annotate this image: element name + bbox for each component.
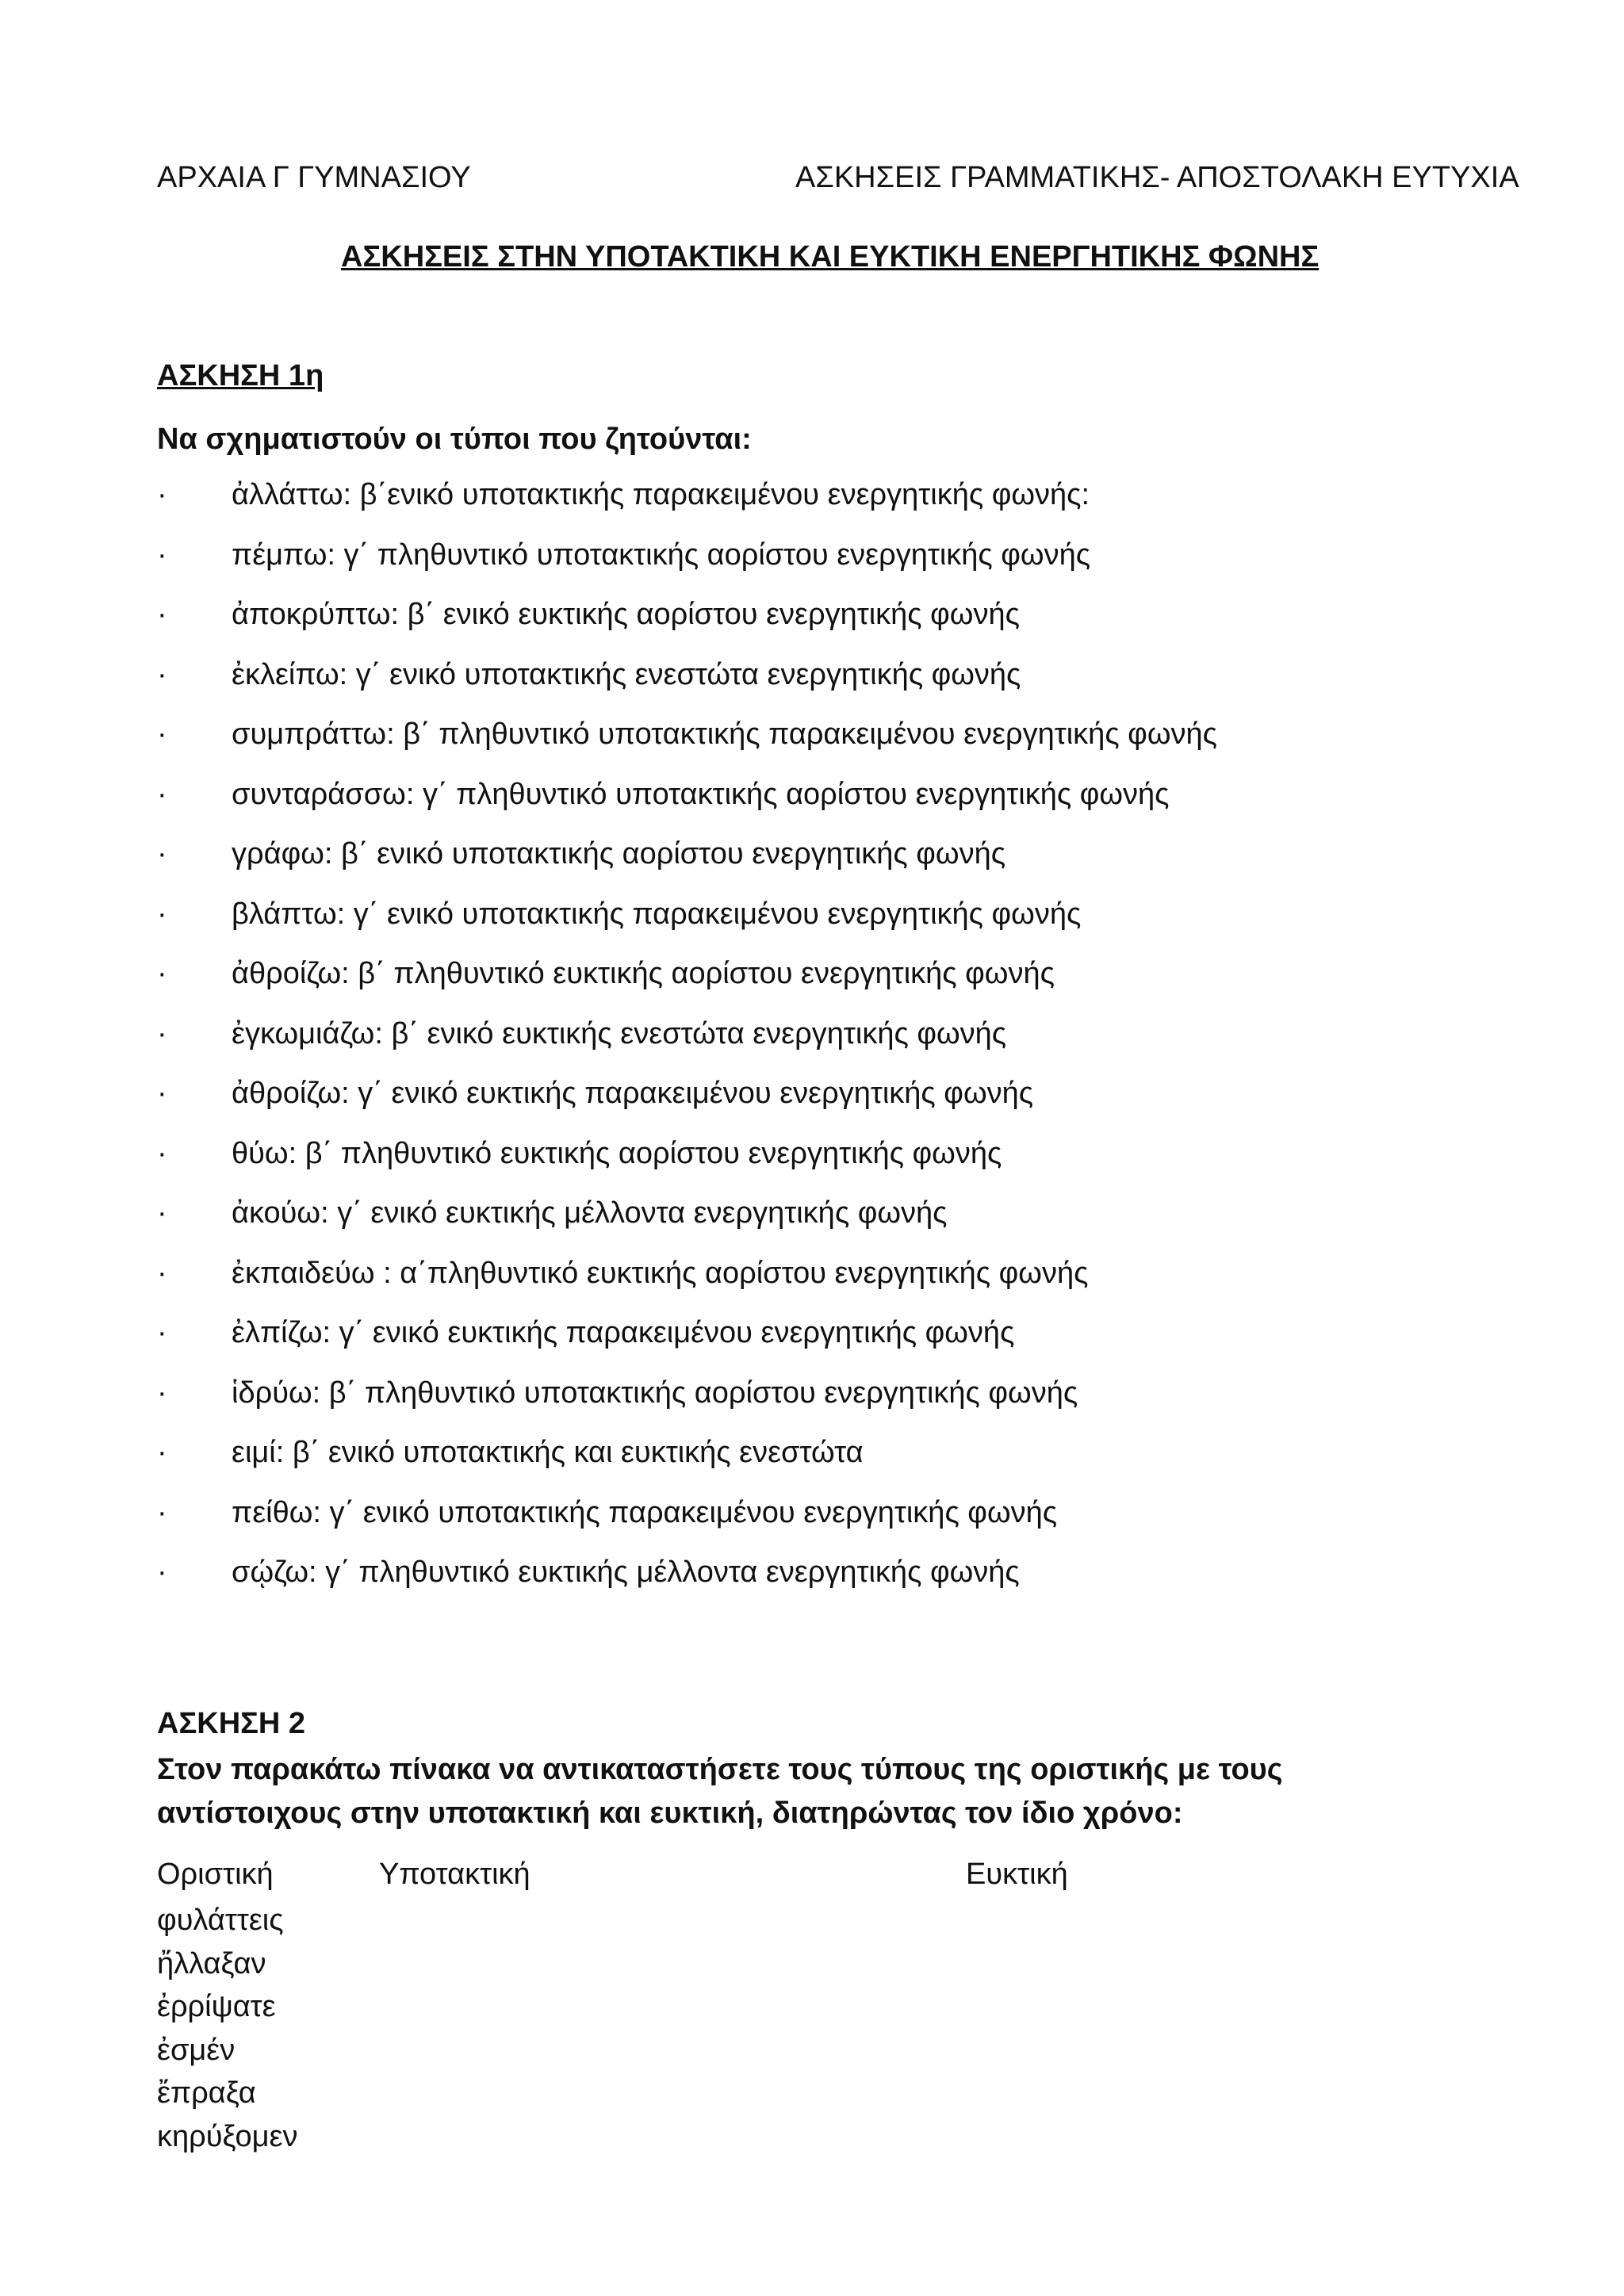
bullet-icon: · — [157, 1196, 167, 1230]
bullet-icon: · — [157, 957, 167, 990]
exercise1-heading: ΑΣΚΗΣΗ 1η — [157, 359, 324, 392]
exercise2-heading: ΑΣΚΗΣΗ 2 — [157, 1707, 306, 1740]
list-item-text: ἀθροίζω: γ΄ ενικό ευκτικής παρακειμένου ενεργητικής φωνής — [232, 1077, 1034, 1110]
list-item-text: πέμπω: γ΄ πληθυντικό υποτακτικής αορίστου ενεργητικής φωνής — [232, 538, 1091, 572]
list-item-text: ἐγκωμιάζω: β΄ ενικό ευκτικής ενεστώτα ενεργητικής φωνής — [232, 1016, 1007, 1050]
list-item-text: πείθω: γ΄ ενικό υποτακτικής παρακειμένου ενεργητικής φωνής — [232, 1495, 1058, 1529]
bullet-icon: · — [157, 478, 167, 511]
list-item-text: γράφω: β΄ ενικό υποτακτικής αορίστου ενεργητικής φωνής — [232, 837, 1006, 871]
list-item-text: ἀλλάττω: β΄ενικό υποτακτικής παρακειμένου ενεργητικής φωνής: — [232, 478, 1090, 511]
bullet-icon: · — [157, 1256, 167, 1290]
bullet-icon: · — [157, 718, 167, 751]
bullet-icon: · — [157, 837, 167, 871]
table-rows — [157, 1901, 298, 2160]
list-item-text: συμπράττω: β΄ πληθυντικό υποτακτικής παρακειμένου ενεργητικής φωνής — [232, 718, 1217, 751]
table-row: ἐσμέν — [157, 2033, 236, 2067]
list-item-text: ἱδρύω: β΄ πληθυντικό υποτακτικής αορίστου ενεργητικής φωνής — [232, 1376, 1078, 1410]
bullet-icon: · — [157, 1136, 167, 1170]
table-row: φυλάττεις — [157, 1904, 284, 1937]
list-item-text: ἐκλείπω: γ΄ ενικό υποτακτικής ενεστώτα ενεργητικής φωνής — [232, 657, 1021, 691]
bullet-icon: · — [157, 1376, 167, 1410]
table-row: ἔπραξα — [157, 2076, 256, 2110]
list-item-text: σῴζω: γ΄ πληθυντικό ευκτικής μέλλοντα ενεργητικής φωνής — [232, 1556, 1020, 1589]
list-item-text: θύω: β΄ πληθυντικό ευκτικής αορίστου ενεργητικής φωνής — [232, 1136, 1002, 1170]
document-title: ΑΣΚΗΣΕΙΣ ΣΤΗΝ ΥΠΟΤΑΚΤΙΚΗ ΚΑΙ ΕΥΚΤΙΚΗ ΕΝΕΡΓΗΤΙΚΗΣ ΦΩΝΗΣ — [341, 240, 1320, 274]
exercise1-instruction: Να σχηματιστούν οι τύποι που ζητούνται: — [157, 423, 752, 456]
table-header-subjunctive: Υποτακτική — [379, 1858, 530, 1891]
header-course: ΑΡΧΑΙΑ Γ ΓΥΜΝΑΣΙΟΥ — [157, 161, 471, 194]
bullet-icon: · — [157, 1077, 167, 1110]
table-row: ἤλλαξαν — [157, 1946, 266, 1980]
bullet-icon: · — [157, 777, 167, 811]
bullet-icon: · — [157, 598, 167, 631]
bullet-icon: · — [157, 1495, 167, 1529]
list-item-text: ειμί: β΄ ενικό υποτακτικής και ευκτικής ενεστώτα — [232, 1436, 864, 1469]
list-item-text: συνταράσσω: γ΄ πληθυντικό υποτακτικής αορίστου ενεργητικής φωνής — [232, 777, 1170, 811]
bullet-icon: · — [157, 1316, 167, 1349]
bullet-icon: · — [157, 897, 167, 931]
list-item-text: ἀκούω: γ΄ ενικό ευκτικής μέλλοντα ενεργητικής φωνής — [232, 1196, 948, 1230]
bullet-icon: · — [157, 657, 167, 691]
exercise2-instruction: Στον παρακάτω πίνακα να αντικαταστήσετε τους τύπους της οριστικής με τους αντίστοιχους στην υποτακτική και ευκτική, διατηρώντας τον ίδιο χρόνο: — [157, 1753, 1283, 1830]
list-item-text: ἐλπίζω: γ΄ ενικό ευκτικής παρακειμένου ενεργητικής φωνής — [232, 1316, 1015, 1349]
list-item-text: βλάπτω: γ΄ ενικό υποτακτικής παρακειμένου ενεργητικής φωνής — [232, 897, 1082, 931]
bullet-icon: · — [157, 538, 167, 572]
bullet-icon: · — [157, 1016, 167, 1050]
bullet-icon: · — [157, 1436, 167, 1469]
table-row: ἐρρίψατε — [157, 1990, 276, 2023]
table-header-indicative: Οριστική — [157, 1858, 274, 1891]
list-item-text: ἀθροίζω: β΄ πληθυντικό ευκτικής αορίστου ενεργητικής φωνής — [232, 957, 1055, 990]
list-item-text: ἐκπαιδεύω : α΄πληθυντικό ευκτικής αορίστου ενεργητικής φωνής — [232, 1256, 1089, 1290]
table-header-optative: Ευκτική — [966, 1858, 1068, 1891]
bullet-icon: · — [157, 1556, 167, 1589]
header-author: ΑΣΚΗΣΕΙΣ ΓΡΑΜΜΑΤΙΚΗΣ- ΑΠΟΣΤΟΛΑΚΗ ΕΥΤΥΧΙΑ — [795, 161, 1519, 194]
list-item-text: ἀποκρύπτω: β΄ ενικό ευκτικής αορίστου ενεργητικής φωνής — [232, 598, 1020, 631]
table-row: κηρύξομεν — [157, 2119, 298, 2153]
